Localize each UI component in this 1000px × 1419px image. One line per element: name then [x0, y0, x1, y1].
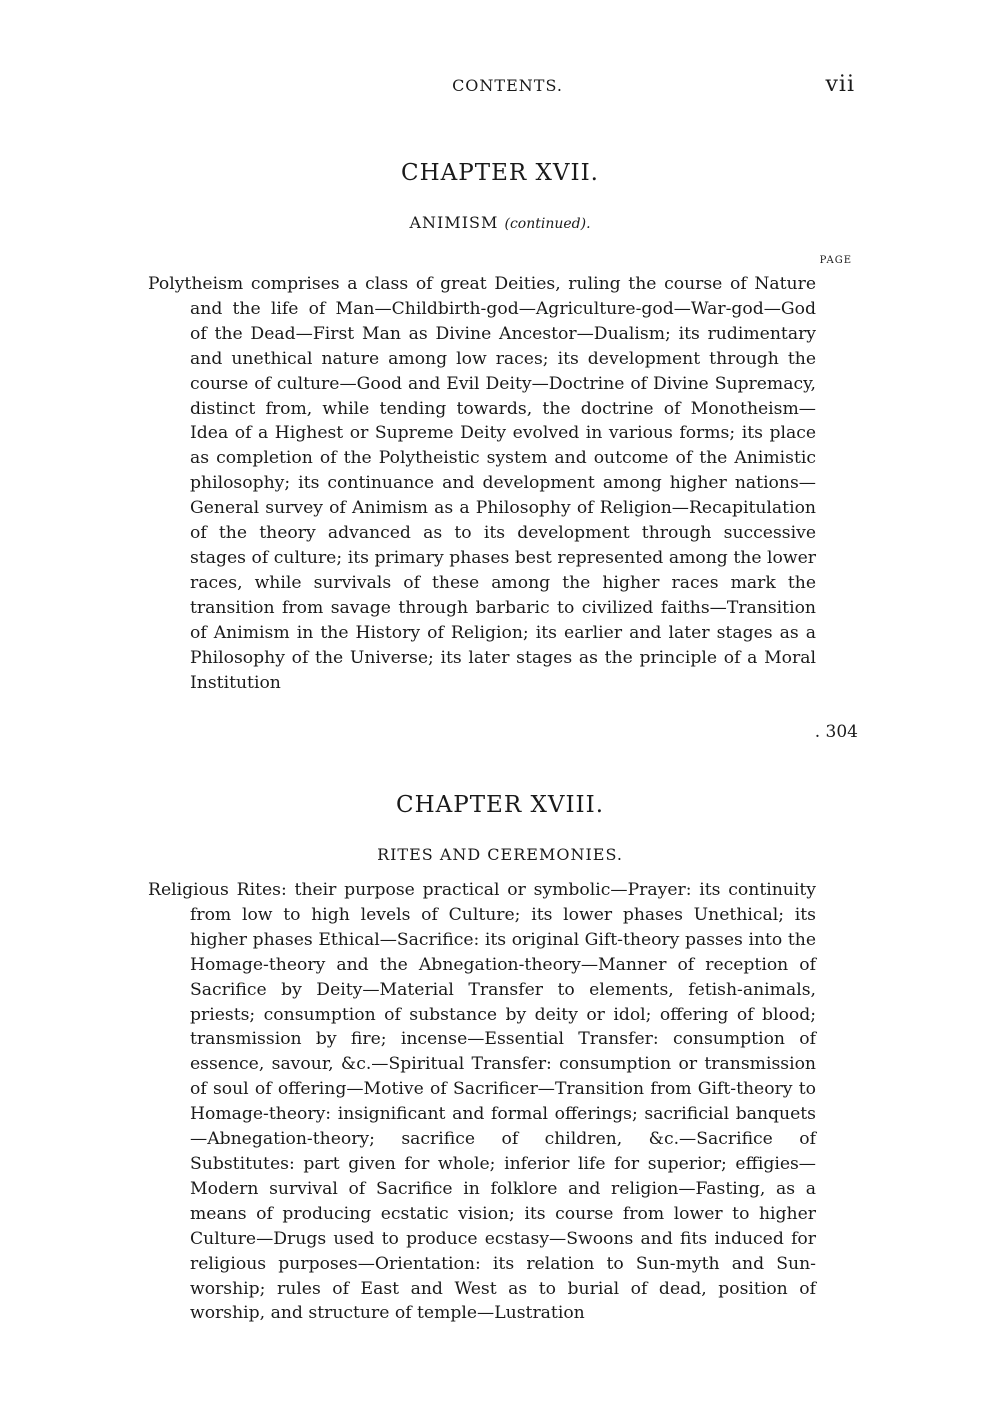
chapter-page-ref: . 304: [814, 722, 858, 742]
chapter-summary: [148, 878, 816, 1326]
chapter-summary-text: Religious Rites: their purpose practical or symbolic—Prayer: its continuity from low to high levels of Culture; its lower phases Unethical; its higher phases Ethical—Sacrifice: its original Gift-theory passes into the Homage-theory and the Abnegation-theory—Manner of reception of Sacrifice by Deity—Material Transfer to elements, fetish-animals, priests; consumption of substance by deity or idol; offering of blood; transmission by fire; incense—Essential Transfer: consumption of essence, savour, &c.—Spiritual Transfer: consumption or transmission of soul of offering—Motive of Sacrificer—Transition from Gift-theory to Homage-theory: insignificant and formal offerings; sacrificial banquets—Abnegation-theory; sacrifice of children, &c.—Sacrifice of Substitutes: part given for whole; inferior life for superior; effigies—Modern survival of Sacrifice in folklore and religion—Fasting, as a means of producing ecstatic vision; its course from lower to higher Culture—Drugs used to produce ecstasy—Swoons and fits induced for religious purposes—Orientation: its relation to Sun-myth and Sun-worship; rules of East and West as to burial of dead, position of worship, and structure of temple—Lustration: [148, 880, 816, 1324]
chapter-subtitle-text: RITES AND CEREMONIES.: [377, 845, 623, 864]
running-header: [150, 72, 865, 102]
chapter-summary: [148, 272, 816, 695]
chapter-heading: CHAPTER XVIII.: [395, 792, 605, 818]
chapter-subtitle: [150, 213, 850, 232]
page-number: vii: [825, 72, 855, 97]
chapter-subtitle-note: (continued).: [504, 216, 591, 232]
page-column-label: PAGE: [819, 255, 852, 266]
chapter-subtitle: [150, 845, 850, 864]
chapter-summary-text: Polytheism comprises a class of great Deities, ruling the course of Nature and the life of Man—Childbirth-god—Agriculture-god—War-god—God of the Dead—First Man as Divine Ancestor—Dualism; its rudimentary and unethical nature among low races; its development through the course of culture—Good and Evil Deity—Doctrine of Divine Supremacy, distinct from, while tending towards, the doctrine of Monotheism—Idea of a Highest or Supreme Deity evolved in various forms; its place as completion of the Polytheistic system and outcome of the Animistic philosophy; its continuance and development among higher nations—General survey of Animism as a Philosophy of Religion—Recapitulation of the theory advanced as to its development through successive stages of culture; its primary phases best represented among the lower races, while survivals of these among the higher races mark the transition from savage through barbaric to civilized faiths—Transition of Animism in the History of Religion; its earlier and later stages as a Philosophy of the Universe; its later stages as the principle of a Moral Institution: [148, 274, 816, 693]
chapter-subtitle-text: ANIMISM: [409, 213, 499, 232]
chapter-heading: CHAPTER XVII.: [401, 160, 599, 186]
running-title: CONTENTS.: [452, 76, 563, 95]
